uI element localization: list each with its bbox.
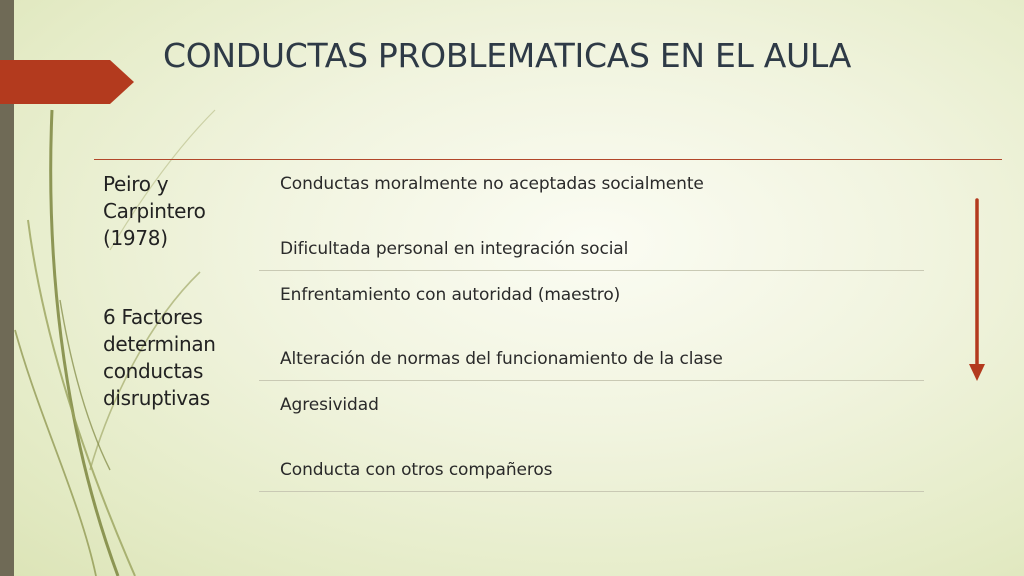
factor-item-4: Alteración de normas del funcionamiento de la clase xyxy=(280,349,723,369)
factor-item-3: Enfrentamiento con autoridad (maestro) xyxy=(280,285,621,305)
author-line: Peiro y xyxy=(103,172,169,196)
row-divider xyxy=(259,491,924,492)
author-block xyxy=(103,171,263,252)
red-tab-shape xyxy=(0,60,134,104)
decorative-stems xyxy=(0,0,260,576)
factors-heading xyxy=(103,304,263,412)
slide-title: CONDUCTAS PROBLEMATICAS EN EL AULA xyxy=(163,36,852,75)
factors-line: determinan xyxy=(103,332,216,356)
row-divider xyxy=(259,380,924,381)
factors-line: conductas xyxy=(103,359,204,383)
factor-item-6: Conducta con otros compañeros xyxy=(280,460,553,480)
factor-item-1: Conductas moralmente no aceptadas socialmente xyxy=(280,174,704,194)
factors-line: disruptivas xyxy=(103,386,210,410)
factor-item-2: Dificultada personal en integración social xyxy=(280,239,629,259)
factors-line: 6 Factores xyxy=(103,305,203,329)
stem-curve-3 xyxy=(15,330,96,576)
author-line: Carpintero xyxy=(103,199,206,223)
factor-item-5: Agresividad xyxy=(280,395,379,415)
title-underline xyxy=(94,159,1002,160)
arrow-down-icon xyxy=(958,196,998,386)
row-divider xyxy=(259,270,924,271)
author-line: (1978) xyxy=(103,226,168,250)
